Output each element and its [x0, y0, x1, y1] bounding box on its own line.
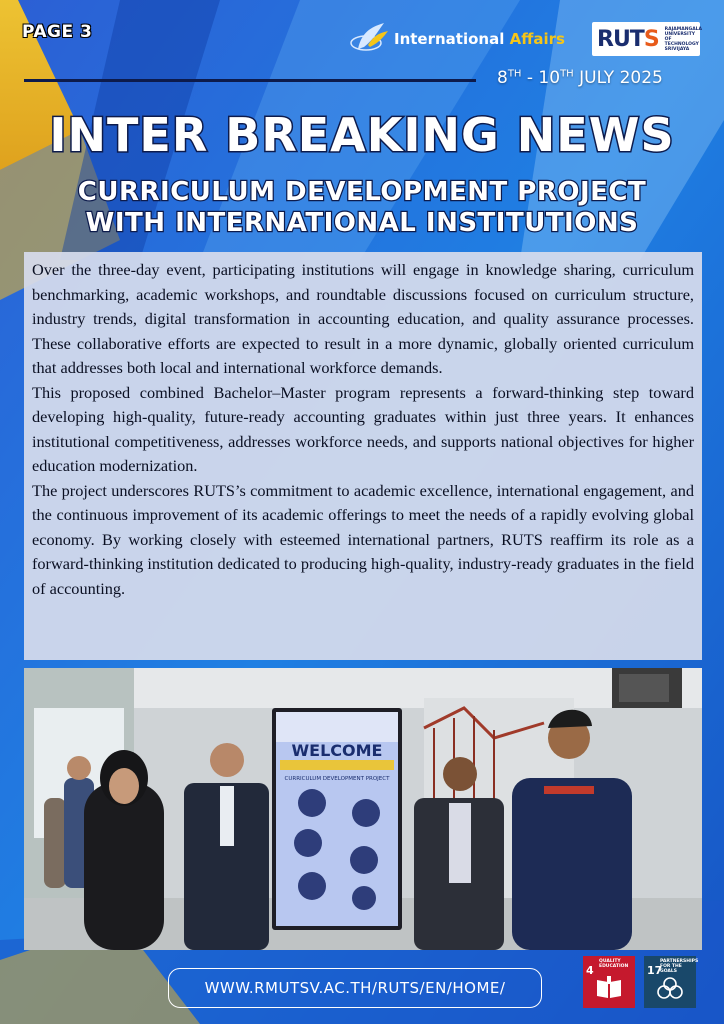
partnership-rings-icon	[656, 976, 684, 1002]
main-headline: INTER BREAKING NEWS	[49, 108, 675, 162]
photo-banner-subtitle: CURRICULUM DEVELOPMENT PROJECT	[284, 776, 390, 782]
photo-banner-welcome: WELCOME	[291, 741, 383, 760]
event-date: 8TH - 10TH JULY 2025	[497, 68, 663, 88]
event-photo	[24, 668, 702, 950]
ruts-logo	[592, 22, 703, 56]
sdg-4-quality-education-badge: 4 QUALITY EDUCATION	[583, 956, 635, 1008]
book-icon	[595, 976, 623, 1000]
international-affairs-brand	[348, 20, 565, 58]
brand-title: International Affairs	[394, 30, 565, 48]
article-body	[24, 252, 702, 660]
ruts-logo-wordmark: RUTS	[597, 26, 659, 52]
header-divider	[24, 79, 476, 82]
body-paragraph: This proposed combined Bachelor–Master program represents a forward-thinking step toward developing high-quality, future-ready accounting graduates within just three years. It enhances institutional competitiveness, addresses workforce needs, and supports national objectives for higher education modernization.	[32, 382, 694, 475]
ruts-logo-subtext: RAJAMANGALA UNIVERSITY OF TECHNOLOGY SRIVIJAYA	[664, 26, 703, 52]
globe-leaf-icon	[348, 21, 390, 57]
subheadline	[0, 177, 724, 239]
website-link[interactable]: WWW.RMUTSV.AC.TH/RUTS/EN/HOME/	[168, 968, 542, 1008]
body-paragraph: The project underscores RUTS’s commitment to academic excellence, international engagement, and the continuous improvement of its academic offerings to meet the needs of a rapidly evolving global economy. By working closely with esteemed international partners, RUTS reaffirm its role as a forward-thinking institution dedicated to producing high-quality, industry-ready graduates in the field of accounting.	[32, 480, 694, 598]
sdg-17-partnerships-badge: 17 PARTNERSHIPS FOR THE GOALS	[644, 956, 696, 1008]
body-paragraph: Over the three-day event, participating institutions will engage in knowledge sharing, curriculum benchmarking, academic workshops, and roundtable discussions focused on curriculum structure, industry trends, digital transformation in accounting education, and quality assurance processes. These collaborative efforts are expected to result in a more dynamic, globally oriented curriculum that addresses both local and international workforce demands.	[32, 260, 694, 377]
subheadline-line-1: CURRICULUM DEVELOPMENT PROJECT	[77, 177, 647, 207]
page-number: PAGE 3	[22, 22, 93, 42]
subheadline-line-2: WITH INTERNATIONAL INSTITUTIONS	[85, 208, 639, 238]
